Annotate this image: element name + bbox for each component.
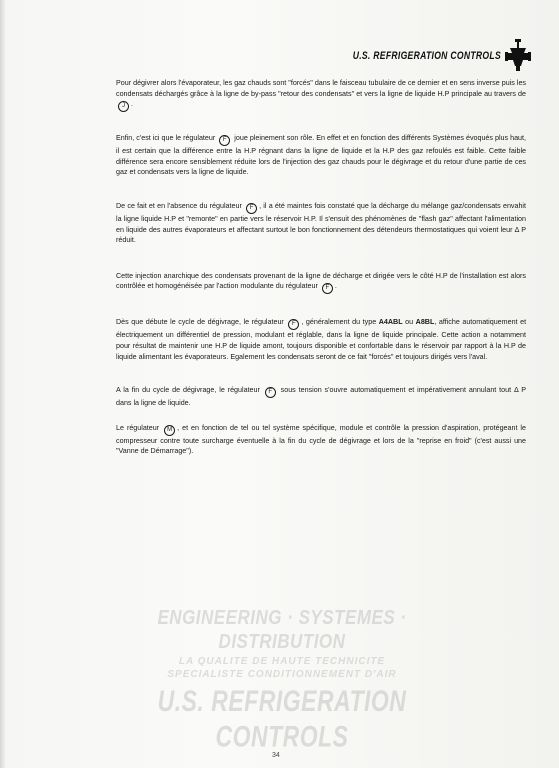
- paragraph-2: [116, 133, 526, 178]
- paragraph-text: , et en fonction de tel ou tel système spécifique, module et contrôle la pression d'aspiration, protégeant le compresseur contre toute surcharge éventuelle à la fin du cycle de dégivrage et lors de la "reprise en froid" (c'est aussi une "Vanne de Démarrage").: [116, 423, 526, 456]
- paragraph-6: [116, 385, 526, 409]
- page-number: 34: [272, 752, 280, 759]
- paragraph-text: A la fin du cycle de dégivrage, le régulateur: [116, 386, 260, 395]
- component-marker-m: M: [164, 425, 175, 436]
- paragraph-text: Le régulateur: [116, 423, 160, 432]
- paragraph-text: ou: [405, 318, 414, 327]
- paragraph-text: De ce fait et en l'absence du régulateur: [116, 201, 242, 210]
- component-marker-f: F: [322, 283, 333, 294]
- paragraph-text: .: [131, 100, 133, 109]
- component-marker-j: J: [118, 101, 129, 112]
- paragraph-text: Pour dégivrer alors l'évaporateur, les gaz chauds sont "forcés" dans le faisceau tubulaire de ce dernier et en sens inverse puis les condensats déchargés grâce à la ligne de by-pass "retour des condensats" et vers la ligne de liquide H.P principale au travers de: [116, 79, 526, 98]
- paragraph-4: [116, 271, 526, 295]
- page-header: [353, 38, 531, 72]
- paragraph-7: [116, 423, 526, 457]
- paragraph-text: sous tension s'ouvre automatiquement et impérativement annulant tout Δ P dans la ligne de liquide.: [116, 386, 527, 408]
- paragraph-text: Enfin, c'est ici que le régulateur: [116, 134, 216, 143]
- paragraph-text: joue pleinement son rôle. En effet et en fonction des différents Systèmes évoqués plus haut, il est certain que la différence entre la H.P régnant dans la ligne de liquide et la H.P des gaz refoulés est faible. Cette faible différence sera encore sensiblement réduite lors de l'injection des gaz chauds pour le dégivrage et du retour d'une partie de ces gaz et condensats vers la ligne de liquide.: [116, 134, 527, 177]
- component-marker-f: F: [219, 135, 230, 146]
- watermark-line-3: SPECIALISTE CONDITIONNEMENT D'AIR: [167, 669, 397, 680]
- paragraph-text: Cette injection anarchique des condensats provenant de la ligne de décharge et dirigée vers le côté H.P de l'installation est alors contrôlée et homogénéisée par l'action modulante du régulateur: [116, 271, 526, 291]
- watermark-line-2: LA QUALITE DE HAUTE TECHNICITE: [178, 656, 386, 667]
- paragraph-text: .: [334, 282, 337, 291]
- component-marker-f: F: [265, 387, 276, 398]
- background-watermark: [112, 606, 452, 753]
- paragraph-5: [116, 317, 526, 362]
- document-body: [116, 78, 526, 478]
- watermark-line-1: ENGINEERING · SYSTEMES · DISTRIBUTION: [157, 606, 407, 653]
- paragraph-text: , généralement du type: [301, 318, 377, 327]
- model-code-a4abl: A4ABL: [378, 318, 403, 327]
- paragraph-1: [116, 78, 526, 112]
- paragraph-3: [116, 201, 526, 246]
- paragraph-text: , il a été maintes fois constaté que la décharge du mélange gaz/condensats envahit la ligne liquide H.P et "remonte" en partie vers le réservoir H.P. Il s'ensuit des phénomènes de "flash gaz" affectant l'alimentation en liquide des autres évaporateurs et affectant surtout le bon fonctionnement des détendeurs thermostatiques qui voient leur Δ P réduit.: [116, 201, 526, 245]
- valve-icon: [505, 38, 531, 72]
- page-fold-shadow: [0, 0, 6, 768]
- watermark-line-4: U.S. REFRIGERATION CONTROLS: [157, 683, 407, 753]
- paragraph-text: Dès que débute le cycle de dégivrage, le régulateur: [116, 318, 284, 327]
- brand-name: U.S. REFRIGERATION CONTROLS: [352, 48, 501, 62]
- model-code-a8bl: A8BL: [415, 318, 435, 327]
- component-marker-f: F: [246, 203, 257, 214]
- component-marker-f: F: [288, 319, 299, 330]
- paragraph-text: , affiche automatiquement et électriquement un différentiel de pression, modulant et réglable, dans la ligne de liquide principale. Cette action a notamment pour résultat de maintenir une H.P de liquide amont, toujours disponible et confortable dans le réservoir par rapport à la H.P de liquide alimentant les évaporateurs. Egalement les condensats seront de ce fait "forcés" et toujours dirigés vers l'aval.: [116, 318, 527, 361]
